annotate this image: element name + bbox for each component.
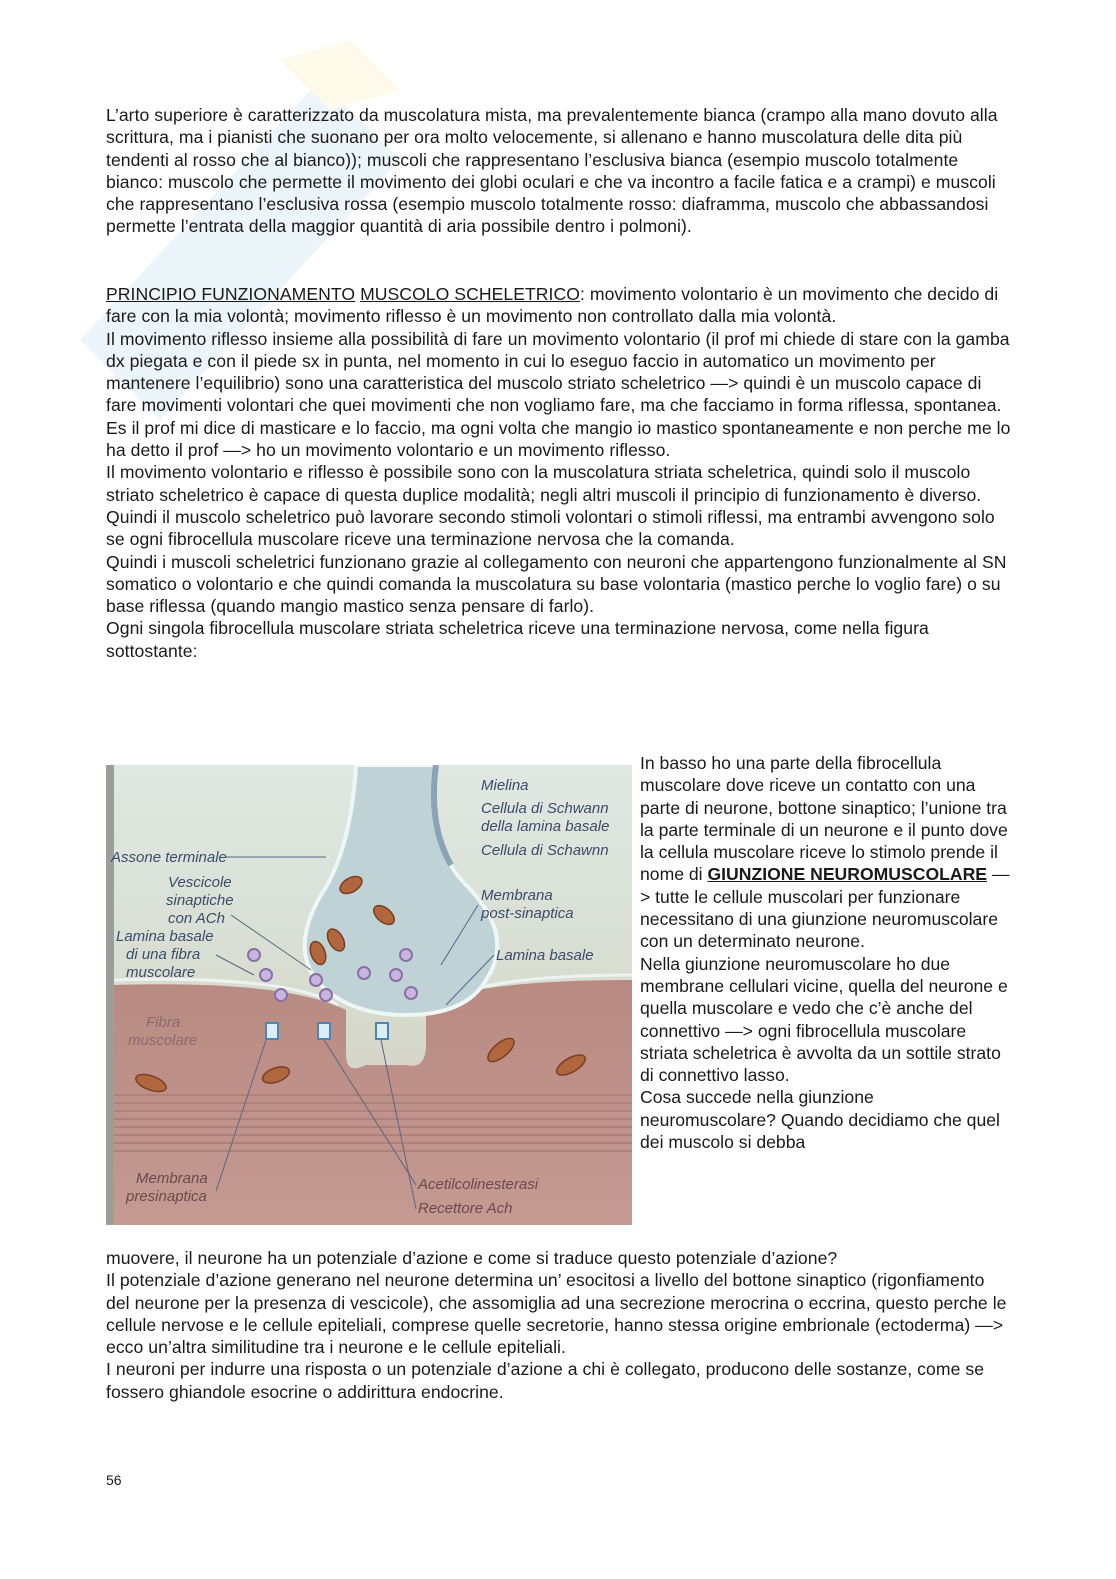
side-text-a: In basso ho una parte della fibrocellula muscolare dove riceve un contatto con una parte di neurone, bottone sinaptico; l’unione tra la parte terminale di un neurone e il punto dove la cellula muscolare riceve lo stimolo prende il nome di — [640, 753, 1008, 885]
label-schwann-2: Cellula di Schawnn — [481, 842, 609, 859]
label-vescicole-3: con ACh — [168, 910, 225, 927]
label-acetilcolinesterasi: Acetilcolinesterasi — [418, 1176, 539, 1193]
side-text-c: Nella giunzione neuromuscolare ho due membrane cellulari vicine, quella del neurone e quella muscolare e vedo che c’è anche del connettivo —> ogni fibrocellula muscolare striata scheletrica è avvolta da un sottile strato di connettivo lasso. — [640, 953, 1008, 1086]
paragraph-4: Il movimento volontario e riflesso è possibile sono con la muscolatura striata scheletrica, quindi solo il muscolo striato scheletrico è capace di questa duplice modalità; negli altri muscoli il principio di funzionamento è diverso. — [106, 462, 982, 505]
label-lamina-2: di una fibra — [126, 946, 201, 963]
label-membrana-post-2: post-sinaptica — [481, 905, 574, 922]
label-mielina: Mielina — [481, 777, 529, 794]
heading-rest: : movimento volontario è un movimento che decido di fare con la mia volontà; movimento riflesso è un movimento non controllato dalla mia volontà. — [106, 284, 999, 327]
label-schwann-a: Cellula di Schwann — [481, 800, 609, 817]
paragraph-8: muovere, il neurone ha un potenziale d’azione e come si traduce questo potenziale d’azione? — [106, 1248, 838, 1268]
paragraph-5: Quindi il muscolo scheletrico può lavorare secondo stimoli volontari o stimoli riflessi, ma entrambi avvengono solo se ogni fibrocellula muscolare riceve una terminazione nervosa che la comanda. — [106, 506, 995, 550]
paragraph-3: Es il prof mi dice di masticare e lo faccio, ma ogni volta che mangio io mastico spontaneamente e non perche me lo ha detto il prof —> ho un movimento volontario e un movimento riflesso. — [106, 417, 1011, 461]
label-membrana-pre-2: presinaptica — [126, 1188, 207, 1205]
paragraph-7: Ogni singola fibrocellula muscolare striata scheletrica riceve una terminazione nervosa, come nella figura sottostante: — [106, 618, 929, 661]
figure-side-text — [640, 752, 1012, 1153]
label-lamina-3: muscolare — [126, 964, 196, 981]
section-principio-funzionamento — [106, 283, 1012, 662]
label-lamina-basale: Lamina basale — [496, 947, 594, 964]
paragraph-10: I neuroni per indurre una risposta o un potenziale d’azione a chi è collegato, producono delle sostanze, come se fossero ghiandole esocrine o addirittura endocrine. — [106, 1359, 985, 1402]
label-fibra-1: Fibra — [146, 1014, 181, 1031]
side-text-b: —> tutte le cellule muscolari per funzionare necessitano di una giunzione neuromuscolare con un determinato neurone. — [640, 864, 1010, 952]
label-schwann-b: della lamina basale — [481, 818, 610, 835]
section-heading-line — [106, 283, 1012, 328]
page-number: 56 — [106, 1472, 122, 1488]
label-fibra-2: muscolare — [128, 1032, 198, 1049]
paragraph-9: Il potenziale d’azione generano nel neurone determina un’ esocitosi a livello del bottone sinaptico (rigonfiamento del neurone per la presenza di vescicole), che assomiglia ad una secrezione merocrina o eccrina, questo perche le cellule nervose e le cellule epiteliali, comprese quelle secretorie, hanno stessa origine embrionale (ectoderma) —> ecco un’altra similitudine tra i neurone e le cellule epiteliali. — [106, 1270, 1007, 1358]
giunzione-neuromuscolare-term: GIUNZIONE NEUROMUSCOLARE — [707, 864, 988, 885]
paragraph-arto-superiore — [106, 104, 1012, 238]
heading-principio: PRINCIPIO FUNZIONAMENTO — [106, 284, 356, 304]
label-recettore: Recettore Ach — [418, 1200, 513, 1217]
label-membrana-post-1: Membrana — [481, 887, 553, 904]
heading-muscolo: MUSCOLO SCHELETRICO — [360, 284, 580, 304]
label-membrana-pre-1: Membrana — [136, 1170, 208, 1187]
section-potenziale-azione — [106, 1247, 1012, 1403]
neuromuscular-junction-figure — [106, 765, 632, 1225]
paragraph-1: L’arto superiore è caratterizzato da muscolatura mista, ma prevalentemente bianca (crampo alla mano dovuto alla scrittura, ma i pianisti che suonano per ora molto velocemente, si allenano e hanno muscolatura delle dita più tendenti al rosso che al bianco)); muscoli che rappresentano l’esclusiva bianca (esempio muscolo totalmente bianco: muscolo che permette il movimento dei globi oculari e che va incontro a facile fatica e a crampi) e muscoli che rappresentano l’esclusiva rossa (esempio muscolo totalmente rosso: diaframma, muscolo che abbassandosi permette l’entrata della maggior quantità di aria possibile dentro i polmoni). — [106, 105, 998, 237]
side-text-d: Cosa succede nella giunzione neuromuscolare? Quando decidiamo che quel dei muscolo si debba — [640, 1087, 1000, 1153]
label-assone: Assone terminale — [111, 849, 227, 866]
paragraph-6: Quindi i muscoli scheletrici funzionano grazie al collegamento con neuroni che appartengono funzionalmente al SN somatico o volontario e che quindi comanda la muscolatura su base volontaria (mastico perche lo voglio fare) o su base riflessa (quando mangio mastico senza pensare di farlo). — [106, 551, 1007, 617]
label-lamina-1: Lamina basale — [116, 928, 214, 945]
label-vescicole-1: Vescicole — [168, 874, 232, 891]
paragraph-2: Il movimento riflesso insieme alla possibilità di fare un movimento volontario (il prof mi chiede di stare con la gamba dx piegata e con il piede sx in punta, nel momento in cui lo eseguo faccio in automatico un movimento per mantenere l’equilibrio) sono una caratteristica del muscolo striato scheletrico —> quindi è un muscolo capace di fare movimenti volontari che quei movimenti che non vogliamo fare, ma che facciamo in forma riflessa, spontanea. — [106, 328, 1010, 416]
label-vescicole-2: sinaptiche — [166, 892, 234, 909]
